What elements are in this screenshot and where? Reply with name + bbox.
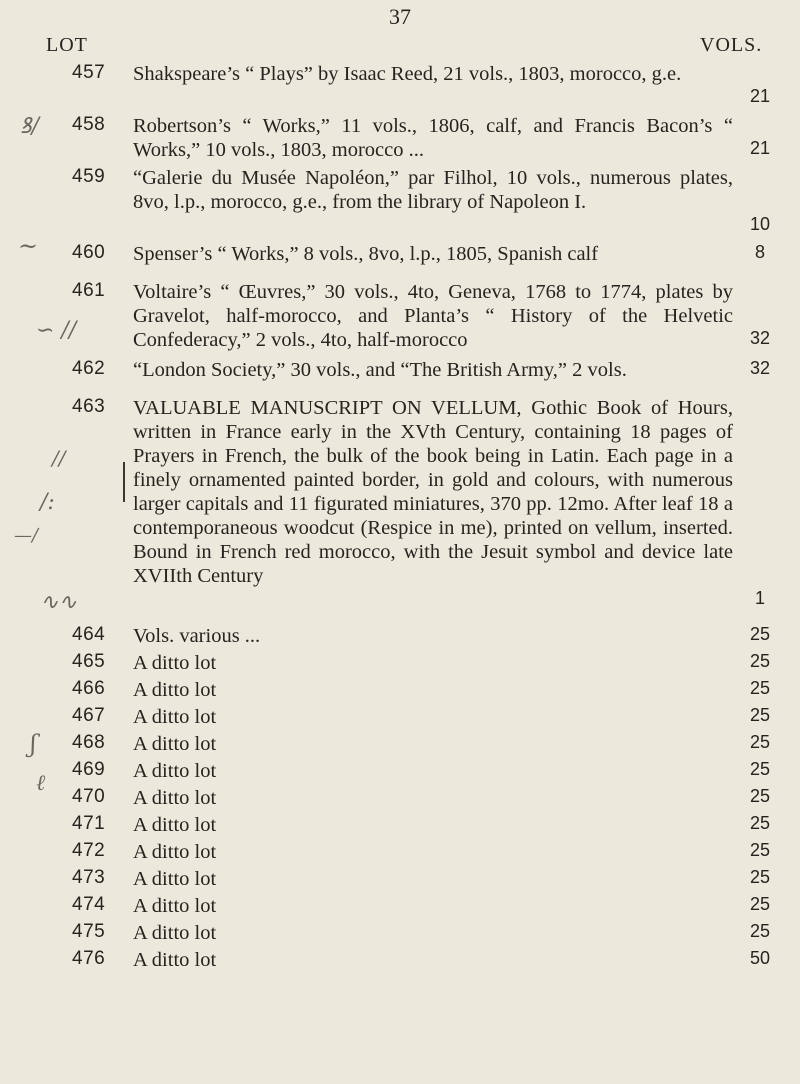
lot-number: 465 xyxy=(72,651,106,672)
vols-count: 25 xyxy=(749,651,771,671)
vols-count: 25 xyxy=(749,759,771,779)
lot-number: 468 xyxy=(72,732,106,753)
vols-count: 25 xyxy=(749,732,771,752)
vols-count: 25 xyxy=(749,705,771,725)
lot-number: 458 xyxy=(72,114,106,135)
lot-number: 475 xyxy=(72,921,106,942)
lot-number: 470 xyxy=(72,786,106,807)
lot-number: 471 xyxy=(72,813,106,834)
vols-count: 10 xyxy=(749,214,771,234)
lot-description: VALUABLE MANUSCRIPT ON VELLUM, Gothic Book of Hours, written in France early in the XVth Century, containing 18 pages of Prayers in French, the bulk of the book being in Latin. Each page in a finely ornamented painted border, in gold and colours, with numerous larger capitals and 11 figurated miniatures, 370 pp. 12mo. After leaf 18 a contemporaneous woodcut (Respice in me), printed on vellum, inserted. Bound in French red morocco, with the Jesuit symbol and device late XVIIth Century xyxy=(133,397,733,587)
lot-number: 464 xyxy=(72,624,106,645)
lot-description: A ditto lot xyxy=(133,868,217,890)
lot-number: 457 xyxy=(72,62,106,83)
lot-description: A ditto lot xyxy=(133,652,217,674)
lot-number: 462 xyxy=(72,358,106,379)
lot-description: A ditto lot xyxy=(133,760,217,782)
handwritten-mark: —∕ xyxy=(14,525,39,546)
vols-count: 21 xyxy=(749,86,771,106)
lot-number: 476 xyxy=(72,948,106,969)
lot-number: 467 xyxy=(72,705,106,726)
vols-column-header: VOLS. xyxy=(700,34,763,56)
lot-description: A ditto lot xyxy=(133,733,217,755)
vols-count: 25 xyxy=(749,840,771,860)
vols-count: 25 xyxy=(749,786,771,806)
vols-count: 50 xyxy=(749,948,771,968)
lot-description: A ditto lot xyxy=(133,706,217,728)
vols-count: 25 xyxy=(749,921,771,941)
vols-count: 25 xyxy=(749,678,771,698)
lot-column-header: LOT xyxy=(46,34,88,56)
handwritten-mark: /: xyxy=(40,490,55,515)
lot-number: 466 xyxy=(72,678,106,699)
vols-count: 8 xyxy=(754,242,765,262)
lot-description: “London Society,” 30 vols., and “The British Army,” 2 vols. xyxy=(133,359,627,381)
lot-description: A ditto lot xyxy=(133,922,217,944)
vols-count: 21 xyxy=(749,138,771,158)
vols-count: 25 xyxy=(749,813,771,833)
vols-count: 25 xyxy=(749,624,771,644)
lot-description: “Galerie du Musée Napoléon,” par Filhol, 10 vols., numerous plates, 8vo, l.p., morocco, g.e., from the library of Napoleon I. xyxy=(133,167,733,213)
handwritten-mark: ∽ // xyxy=(36,318,77,343)
margin-bracket xyxy=(123,462,125,502)
lot-description: A ditto lot xyxy=(133,949,217,971)
lot-description: A ditto lot xyxy=(133,895,217,917)
handwritten-mark: ∿∿ xyxy=(40,590,77,615)
vols-count: 25 xyxy=(749,894,771,914)
lot-description: A ditto lot xyxy=(133,841,217,863)
lot-description: Spenser’s “ Works,” 8 vols., 8vo, l.p., 1805, Spanish calf xyxy=(133,243,599,265)
vols-count: 32 xyxy=(749,328,771,348)
handwritten-mark: ʃ xyxy=(30,730,37,758)
lot-number: 461 xyxy=(72,280,106,301)
lot-number: 472 xyxy=(72,840,106,861)
handwritten-mark: // xyxy=(52,446,66,470)
handwritten-mark: ~ xyxy=(18,232,39,260)
lot-description: Vols. various ... xyxy=(133,625,261,647)
vols-count: 25 xyxy=(749,867,771,887)
lot-number: 459 xyxy=(72,166,106,187)
lot-number: 474 xyxy=(72,894,106,915)
handwritten-mark: ℓ xyxy=(36,771,46,796)
lot-description: A ditto lot xyxy=(133,814,217,836)
lot-number: 473 xyxy=(72,867,106,888)
handwritten-mark: ꝸ/ xyxy=(20,114,39,139)
lot-description: Robertson’s “ Works,” 11 vols., 1806, calf, and Francis Bacon’s “ Works,” 10 vols., 1803, morocco ... xyxy=(133,115,733,161)
page-number: 37 xyxy=(389,4,411,29)
vols-count: 32 xyxy=(749,358,771,378)
lot-number: 469 xyxy=(72,759,106,780)
lot-description: Shakspeare’s “ Plays” by Isaac Reed, 21 vols., 1803, morocco, g.e. xyxy=(133,63,682,85)
vols-count: 1 xyxy=(754,588,765,608)
lot-description: Voltaire’s “ Œuvres,” 30 vols., 4to, Geneva, 1768 to 1774, plates by Gravelot, half-morocco, and Planta’s “ History of the Helvetic Confederacy,” 2 vols., 4to, half-morocco xyxy=(133,281,733,351)
lot-number: 460 xyxy=(72,242,106,263)
lot-number: 463 xyxy=(72,396,106,417)
lot-description: A ditto lot xyxy=(133,679,217,701)
lot-description: A ditto lot xyxy=(133,787,217,809)
